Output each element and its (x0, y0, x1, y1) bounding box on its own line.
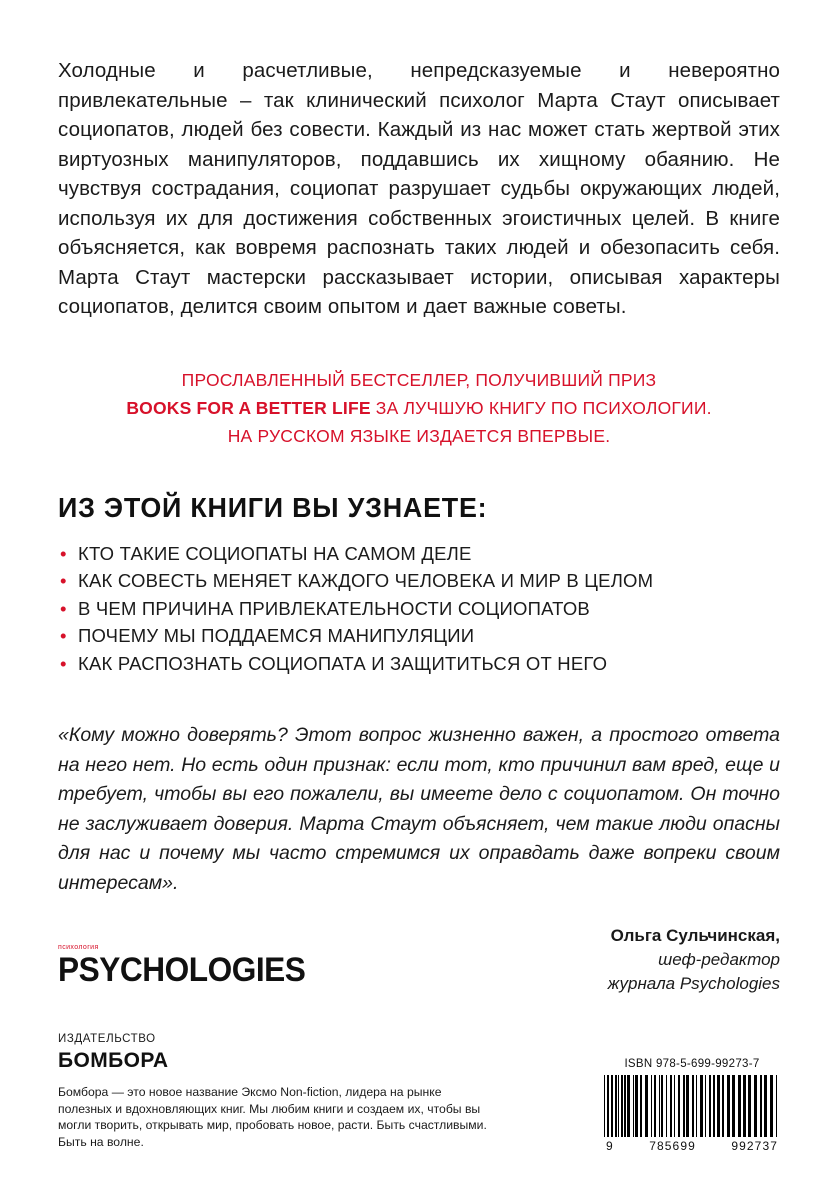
psychologies-logo-superscript: психология (58, 944, 99, 951)
bullet-marker-icon: • (60, 625, 67, 646)
review-quote: «Кому можно доверять? Этот вопрос жизненно важен, а простого ответа на него нет. Но есть один признак: если тот, кто причинил вам вред, еще и требует, чтобы вы его пожалели, вы имеете дело с социопатом. Он точно не заслуживает доверия. Марта Стаут объясняет, чем такие люди опасны для нас и почему мы часто стремимся их оправдать даже вопреки своим интересам». (58, 724, 780, 894)
list-item (58, 567, 780, 595)
barcode-digit-group-left: 9 (606, 1139, 614, 1153)
psychologies-logo (58, 944, 318, 987)
isbn-text: ISBN 978-5-699-99273-7 (624, 1058, 760, 1070)
barcode-digits (604, 1139, 780, 1153)
barcode-digit-group-mid: 785699 (649, 1139, 696, 1153)
bullet-marker-icon: • (60, 652, 67, 674)
list-item-label: КАК РАСПОЗНАТЬ СОЦИОПАТА И ЗАЩИТИТЬСЯ ОТ НЕГО (78, 652, 608, 674)
list-item (58, 650, 780, 678)
award-prize-name: BOOKS FOR A BETTER LIFE (126, 397, 371, 418)
list-item-label: КАК СОВЕСТЬ МЕНЯЕТ КАЖДОГО ЧЕЛОВЕКА И МИР В ЦЕЛОМ (78, 570, 654, 591)
intro-paragraph: Холодные и расчетливые, непредсказуемые и невероятно привлекательные – так клинический психолог Марта Стаут описывает социопатов, людей без совести. Каждый из нас может стать жертвой этих виртуозных манипуляторов, поддавшись их хищному обаянию. Не чувствуя сострадания, социопат разрушает судьбы окружающих людей, используя их для достижения собственных эгоистичных целей. В книге объясняется, как вовремя распознать таких людей и обезопасить себя. Марта Стаут мастерски рассказывает истории, описывая характеры социопатов, делится своим опытом и дает важные советы. (58, 59, 780, 318)
psychologies-logo-wordmark: PSYCHOLOGIES (58, 951, 306, 989)
list-item-label: В ЧЕМ ПРИЧИНА ПРИВЛЕКАТЕЛЬНОСТИ СОЦИОПАТОВ (78, 597, 590, 619)
review-author-role-line2: журнала Psychologies (607, 974, 780, 993)
list-item-label: КТО ТАКИЕ СОЦИОПАТЫ НА САМОМ ДЕЛЕ (78, 542, 472, 564)
publisher-description: Бомбора — это новое название Эксмо Non-fiction, лидера на рынке полезных и вдохновляющих книг. Мы любим книги и создаем их, чтобы вы могли творить, открывать мир, пробовать новое, расти. Быть счастливыми. Быть на волне. (58, 1085, 487, 1149)
barcode-image (604, 1075, 780, 1137)
publisher-block (58, 1032, 488, 1150)
award-line-1: ПРОСЛАВЛЕННЫЙ БЕСТСЕЛЛЕР, ПОЛУЧИВШИЙ ПРИЗ (181, 369, 657, 390)
learn-bullet-list (58, 540, 780, 678)
list-item-label: ПОЧЕМУ МЫ ПОДДАЕМСЯ МАНИПУЛЯЦИИ (78, 625, 475, 646)
cover-content (58, 56, 780, 996)
award-prize-category: ЗА ЛУЧШУЮ КНИГУ ПО ПСИХОЛОГИИ. (375, 397, 712, 418)
publisher-name: БОМБОРА (58, 1049, 169, 1072)
review-author-name: Ольга Сульчинская, (610, 926, 780, 945)
publisher-label: ИЗДАТЕЛЬСТВО (58, 1033, 156, 1045)
barcode-digit-group-right: 992737 (731, 1139, 778, 1153)
barcode-block (604, 1058, 780, 1153)
award-block (58, 366, 780, 450)
bullet-marker-icon: • (60, 597, 67, 619)
bullet-marker-icon: • (60, 570, 67, 591)
list-item (58, 540, 780, 568)
learn-heading: ИЗ ЭТОЙ КНИГИ ВЫ УЗНАЕТЕ: (58, 491, 488, 523)
bullet-marker-icon: • (60, 542, 67, 564)
award-line-3: НА РУССКОМ ЯЗЫКЕ ИЗДАЕТСЯ ВПЕРВЫЕ. (227, 425, 611, 446)
list-item (58, 595, 780, 623)
award-line-2 (58, 394, 780, 422)
review-author-role-line1: шеф-редактор (658, 950, 780, 969)
list-item (58, 622, 780, 650)
